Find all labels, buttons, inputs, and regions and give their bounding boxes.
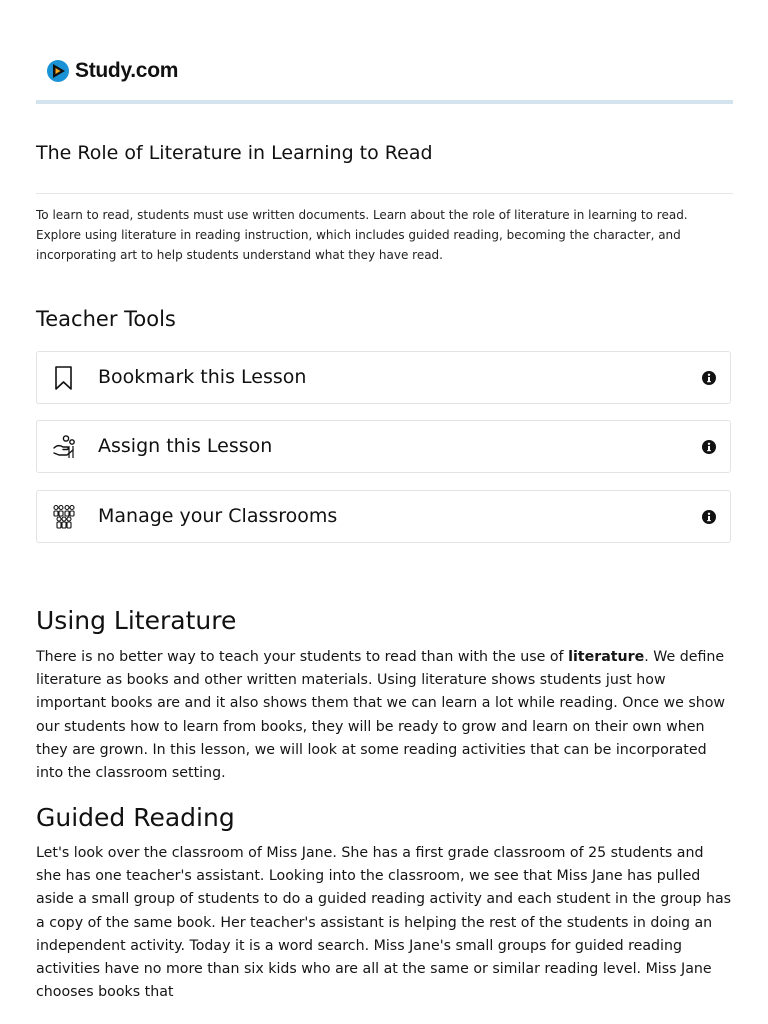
section-heading-guided-reading: Guided Reading: [36, 803, 235, 832]
classroom-icon: [51, 504, 77, 530]
section-text-using-literature: [36, 646, 733, 785]
assign-lesson-button[interactable]: [36, 420, 731, 473]
info-icon[interactable]: [702, 371, 716, 385]
assign-icon: [51, 434, 77, 460]
text-run: . We define literature as books and other written materials. Using literature shows students just how important books are and it also shows them that we can learn a lot while reading. Once we show our students how to learn from books, they will be ready to grow and learn on their own when they are grown. In this lesson, we will look at some reading activities that can be incorporated into the classroom setting.: [36, 649, 725, 782]
info-icon[interactable]: [702, 440, 716, 454]
site-header: [36, 58, 733, 102]
section-text-guided-reading: Let's look over the classroom of Miss Jane. She has a first grade classroom of 25 students and she has one teacher's assistant. Looking into the classroom, we see that Miss Jane has pulled aside a small group of students to do a guided reading activity and each student in the group has a copy of the same book. Her teacher's assistant is helping the rest of the students in doing an independent activity. Today it is a word search. Miss Jane's small groups for guided reading activities have no more than six kids who are all at the same or similar reading level. Miss Jane chooses books that: [36, 845, 732, 1001]
info-icon[interactable]: [702, 510, 716, 524]
site-logo[interactable]: [46, 58, 178, 84]
assign-lesson-label: Assign this Lesson: [98, 435, 273, 457]
page-title: The Role of Literature in Learning to Read: [36, 142, 433, 164]
teacher-tools-heading: Teacher Tools: [36, 307, 176, 331]
bookmark-lesson-label: Bookmark this Lesson: [98, 366, 307, 388]
title-divider: [36, 193, 733, 194]
manage-classrooms-label: Manage your Classrooms: [98, 505, 338, 527]
study-logo-icon: [46, 59, 70, 83]
term-literature: literature: [568, 649, 645, 665]
text-run: There is no better way to teach your students to read than with the use of: [36, 649, 569, 665]
section-heading-using-literature: Using Literature: [36, 606, 237, 635]
lesson-description: To learn to read, students must use written documents. Learn about the role of literature in learning to read. Explore using literature in reading instruction, which includes guided reading, becoming the character, and incorporating art to help students understand what they have read.: [36, 208, 688, 262]
bookmark-icon: [51, 365, 77, 391]
bookmark-lesson-button[interactable]: [36, 351, 731, 404]
brand-name: Study.com: [75, 59, 179, 82]
header-divider: [36, 100, 733, 104]
manage-classrooms-button[interactable]: [36, 490, 731, 543]
